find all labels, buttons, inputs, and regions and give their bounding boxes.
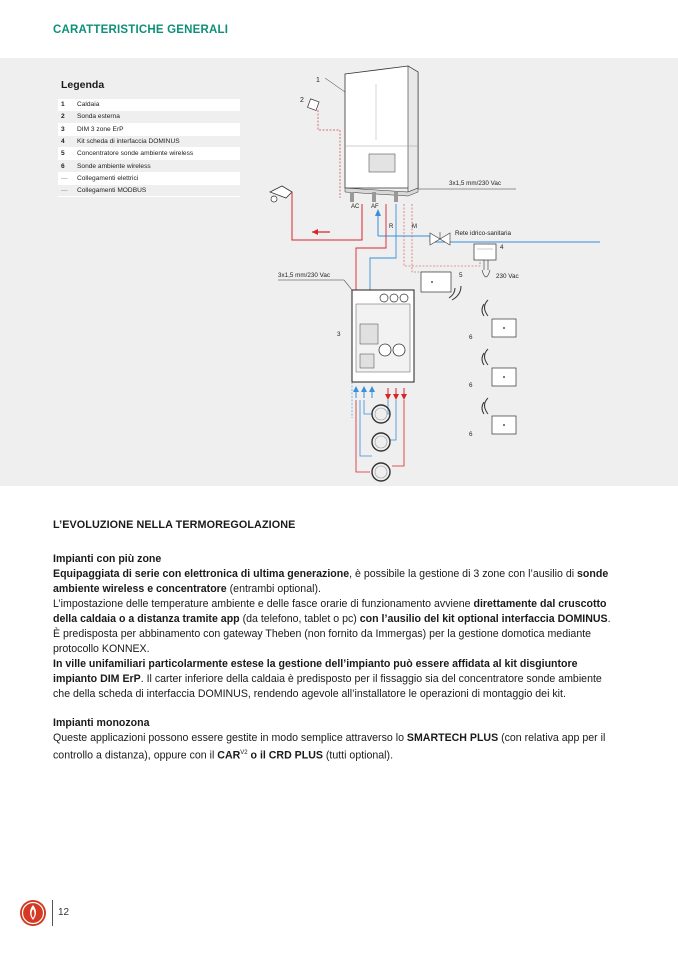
section-title: CARATTERISTICHE GENERALI — [53, 24, 229, 36]
label-6b: 6 — [469, 382, 473, 389]
legend-key: 5 — [61, 150, 65, 158]
boiler — [345, 66, 418, 202]
subheading-monozone: Impianti monozona — [53, 717, 150, 729]
zone-pipes — [352, 382, 407, 481]
label-6c: 6 — [469, 431, 473, 438]
legend-title: Legenda — [61, 79, 105, 91]
subheading-multizone: Impianti con più zone — [53, 553, 162, 565]
legend-key: 1 — [61, 101, 65, 109]
section-heading: L’EVOLUZIONE NELLA TERMOREGOLAZIONE — [53, 519, 296, 531]
legend-key: — — [61, 187, 68, 195]
legend-label: Caldaia — [77, 101, 100, 109]
paragraph-1: Equipaggiata di serie con elettronica di ultima generazione, è possibile la gestione di 3 zone con l’ausilio di sonde ambiente wireless e concentratore (entrambi optional). — [53, 568, 609, 595]
legend-label: Collegamenti MODBUS — [77, 187, 147, 195]
label-r: R — [389, 224, 394, 230]
label-cable-top: 3x1,5 mm/230 Vac — [449, 180, 502, 187]
legend-key: 6 — [61, 162, 65, 170]
label-3: 3 — [337, 331, 341, 338]
dim-3-zone — [337, 290, 414, 382]
legend-label: DIM 3 zone ErP — [77, 125, 124, 133]
label-4: 4 — [500, 244, 504, 251]
paragraph-2: L’impostazione delle temperature ambiente e delle fasce orarie di funzionamento avviene direttamente dal cruscotto della caldaia o a distanza tramite app (da telefono, tablet o pc) con l’ausilio del kit optional interfaccia DOMINUS. — [53, 598, 611, 625]
dominus-interface — [474, 244, 519, 280]
label-water: Rete idrico-sanitaria — [455, 230, 511, 237]
label-6a: 6 — [469, 334, 473, 341]
label-2: 2 — [300, 97, 304, 104]
legend-label: Sonde ambiente wireless — [77, 162, 151, 170]
brand-logo-icon — [19, 899, 47, 927]
paragraph-5: Queste applicazioni possono essere gestite in modo semplice attraverso lo SMARTECH PLUS (con relativa app per il controllo a distanza), oppure con il $CAR^{V2}$ o il CRD PLUS (tutti optional). — [53, 732, 606, 762]
legend-label: Concentratore sonde ambiente wireless — [77, 150, 194, 158]
label-5: 5 — [459, 272, 463, 279]
page-number: 12 — [58, 907, 70, 918]
label-af: AF — [371, 204, 379, 210]
label-m: M — [412, 224, 417, 230]
legend-label: Kit scheda di interfaccia DOMINUS — [77, 138, 180, 146]
paragraph-3: È predisposta per abbinamento con gateway Theben (non fornito da Immergas) per la gestione domotica mediante protocollo KONNEX. — [53, 628, 592, 655]
legend-key: — — [61, 174, 68, 182]
label-vac: 230 Vac — [496, 273, 519, 280]
label-1: 1 — [316, 77, 320, 84]
paragraph-4: In ville unifamiliari particolarmente estese la gestione dell’impianto può essere affidata al kit disgiuntore impianto DIM ErP. Il carter inferiore della caldaia è predisposto per il fissaggio sia del concentratore sonde ambiente che della scheda di interfaccia DOMINUS, rendendo agevole all’installatore le operazioni di montaggio dei kit. — [53, 658, 602, 700]
tap — [270, 186, 292, 202]
system-diagram — [0, 58, 678, 486]
legend-key: 3 — [61, 125, 65, 133]
room-sensor-1 — [469, 300, 516, 341]
legend-key: 2 — [61, 113, 65, 121]
body-text — [53, 518, 613, 764]
room-sensor-3 — [469, 398, 516, 438]
label-ac: AC — [351, 204, 360, 210]
footer-divider — [52, 900, 53, 926]
room-sensor-2 — [469, 349, 516, 389]
legend-label: Sonda esterna — [77, 113, 120, 121]
legend-key: 4 — [61, 138, 65, 146]
wireless-concentrator — [421, 272, 463, 300]
legend-label: Collegamenti elettrici — [77, 174, 139, 182]
label-cable-left: 3x1,5 mm/230 Vac — [278, 272, 331, 279]
outdoor-sensor — [300, 97, 340, 198]
